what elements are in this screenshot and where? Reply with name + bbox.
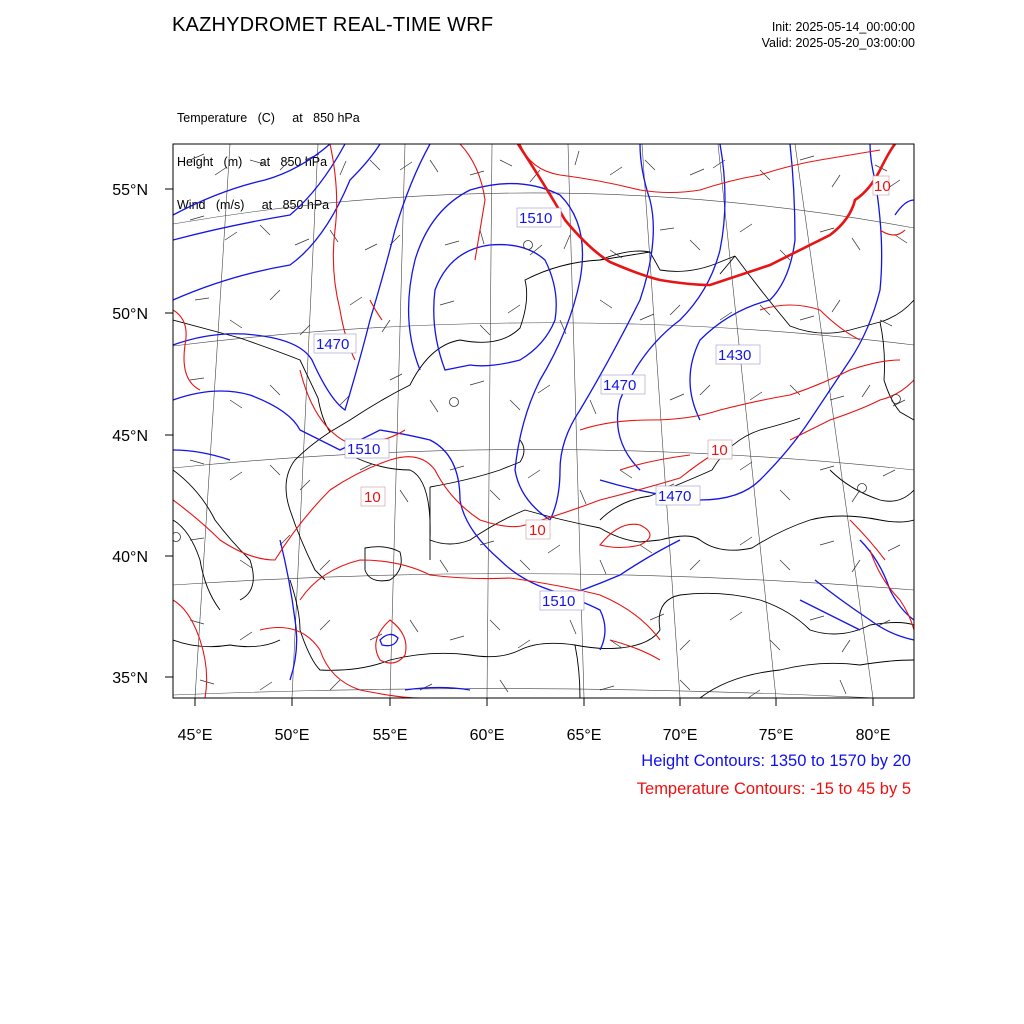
height-legend: Height Contours: 1350 to 1570 by 20 [641, 752, 911, 770]
lon-label: 60°E [469, 727, 505, 744]
temperature-label: 10 [364, 489, 381, 506]
init-time: Init: 2025-05-14_00:00:00 [771, 20, 915, 34]
lon-label: 65°E [566, 727, 602, 744]
lon-label: 75°E [758, 727, 794, 744]
lat-label: 35°N [112, 670, 148, 687]
valid-time: Valid: 2025-05-20_03:00:00 [761, 36, 915, 50]
lon-label: 70°E [662, 727, 698, 744]
map-circles [172, 241, 901, 542]
height-label: 1470 [603, 377, 637, 394]
longitude-labels [178, 727, 891, 744]
country-borders [173, 251, 914, 698]
lon-label: 50°E [274, 727, 310, 744]
temperature-label: 10 [711, 442, 728, 459]
height-label: 1470 [316, 336, 350, 353]
field-wind: Wind (m/s) at 850 hPa [177, 198, 330, 212]
height-label: 1470 [658, 488, 692, 505]
lat-label: 40°N [112, 549, 148, 566]
height-label: 1430 [718, 347, 752, 364]
lon-label: 45°E [177, 727, 213, 744]
lat-label: 45°N [112, 428, 148, 445]
height-label: 1510 [542, 593, 576, 610]
height-contour-labels [314, 208, 760, 610]
lon-label: 80°E [855, 727, 891, 744]
map-title: KAZHYDROMET REAL-TIME WRF [172, 14, 494, 36]
field-height: Height (m) at 850 hPa [177, 154, 328, 169]
height-label: 1510 [519, 210, 553, 227]
graticule [173, 144, 914, 700]
lat-label: 50°N [112, 306, 148, 323]
lat-label: 55°N [112, 182, 148, 199]
temperature-label: 10 [874, 178, 891, 195]
temperature-label: 10 [529, 522, 546, 539]
field-temperature: Temperature (C) at 850 hPa [177, 111, 360, 125]
wind-barbs [190, 151, 907, 698]
latitude-labels [112, 182, 148, 687]
temperature-legend: Temperature Contours: -15 to 45 by 5 [636, 780, 911, 798]
height-label: 1510 [347, 441, 381, 458]
lon-label: 55°E [372, 727, 408, 744]
